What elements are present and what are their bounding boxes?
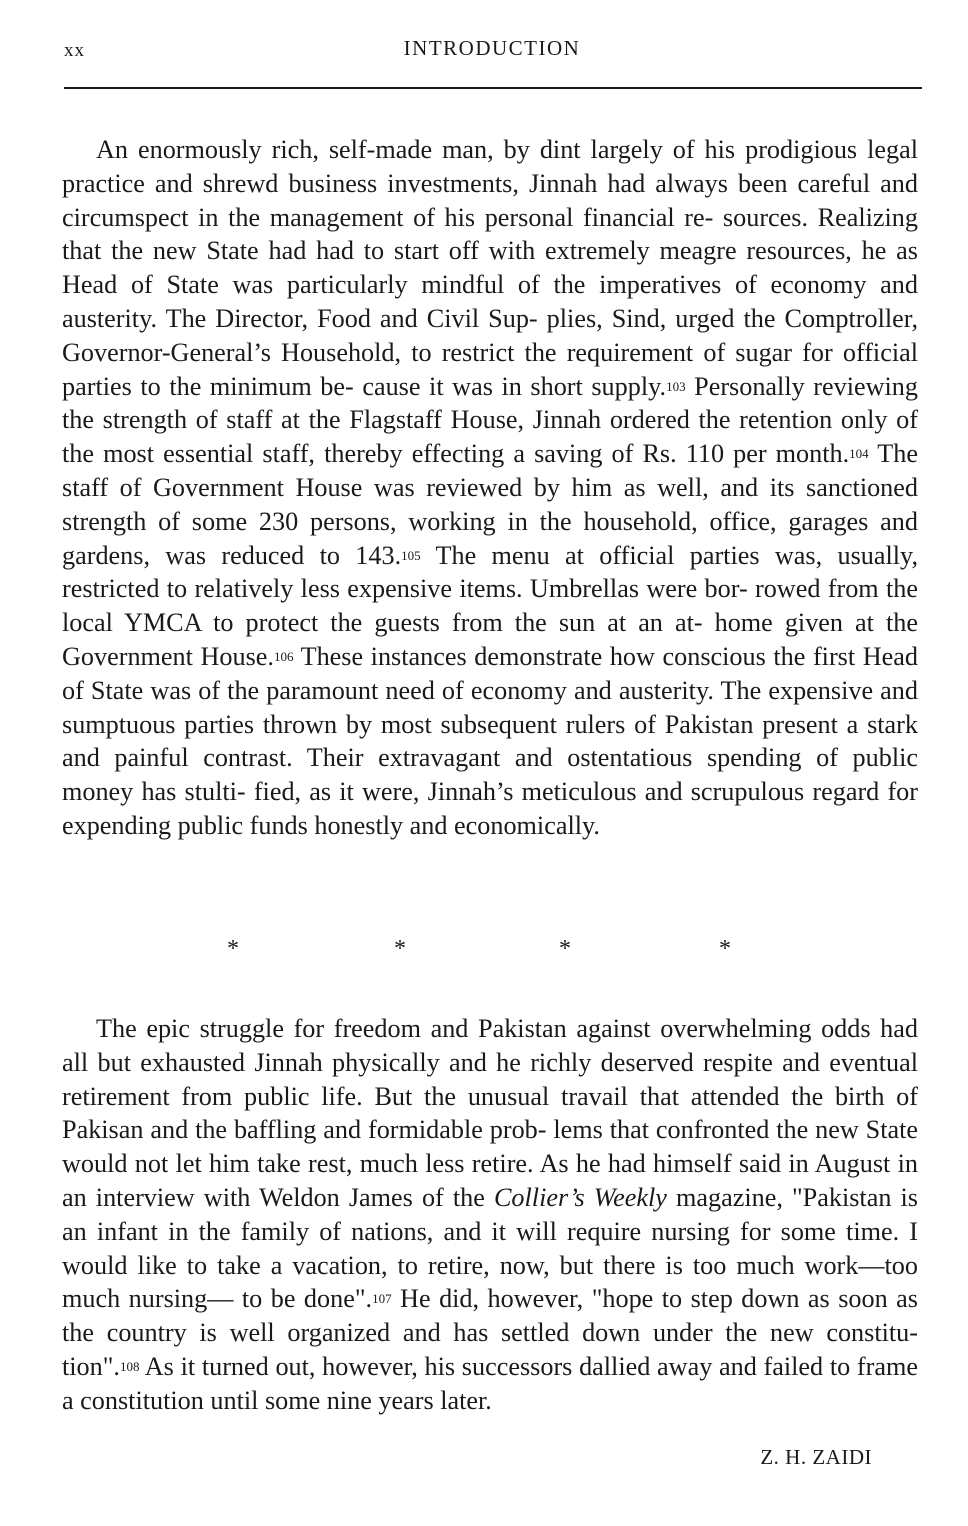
- footnote-ref: 103: [666, 378, 686, 394]
- text-run: Personally reviewing the strength of staff at the Flagstaff House, Jinnah ordered the retention only of the most essential staff, thereby effecting a saving of Rs. 110 per month.: [62, 371, 918, 469]
- paragraph-text: [62, 1012, 918, 1418]
- asterisk-mark: *: [719, 936, 731, 962]
- text-run: The epic struggle for freedom and Pakistan against overwhelming odds had all but exhausted Jinnah physically and he richly deserved respite and eventual retirement from public life. But the unusual travail that attended the birth of Pakisan and the baffling and formidable prob- lems that confronted the new State would not let him take rest, much less retire. As he had himself said in August in an interview with Weldon James of the: [62, 1014, 918, 1212]
- asterisk-mark: *: [394, 936, 406, 962]
- text-run: These instances demonstrate how conscious the first Head of State was of the paramount need of economy and austerity. The expensive and sumptuous parties thrown by most subsequent rulers of Pakistan present a stark and painful contrast. Their extravagant and ostentatious spending of public money has stulti- fied, as it were, Jinnah’s meticulous and scrupulous regard for expending public funds honestly and economically.: [62, 641, 918, 840]
- page-number: xx: [64, 40, 85, 61]
- text-run: He did, however, "hope to step down as soon as the country is well organized and has settled down under the new constitu- tion".: [62, 1284, 918, 1381]
- italic-title: Collier’s Weekly: [493, 1182, 667, 1212]
- footnote-ref: 106: [273, 648, 294, 664]
- header-rule: [64, 87, 922, 89]
- paragraph-austerity: [62, 133, 918, 843]
- paragraph-text: [62, 133, 918, 843]
- section-break: [62, 936, 918, 966]
- text-run: As it turned out, however, his successors dallied away and failed to frame a constitution until some nine years later.: [62, 1351, 918, 1415]
- footnote-ref: 108: [119, 1358, 140, 1374]
- footnote-ref: 104: [849, 446, 869, 462]
- text-run: The menu at official parties was, usually, restricted to relatively less expensive items. Umbrellas were bor- rowed from the local YMCA to protect the guests from the sun at an at- home given at the Government House.: [62, 540, 918, 671]
- footnote-ref: 105: [401, 547, 421, 563]
- paragraph-retirement: [62, 1012, 918, 1418]
- running-head: INTRODUCTION: [403, 36, 581, 60]
- asterisk-mark: *: [227, 936, 239, 962]
- author-signature: Z. H. ZAIDI: [760, 1445, 872, 1469]
- asterisk-mark: *: [559, 936, 571, 962]
- footnote-ref: 107: [372, 1291, 392, 1307]
- text-run: An enormously rich, self-made man, by dint largely of his prodigious legal practice and shrewd business investments, Jinnah had always been careful and circumspect in the management of his personal financial re- sources. Realizing that the new State had had to start off with extremely meagre resources, he as Head of State was particularly mindful of the imperatives of economy and austerity. The Director, Food and Civil Sup- plies, Sind, urged the Comptroller, Governor-General’s Household, to restrict the requirement of sugar for official parties to the minimum be- cause it was in short supply.: [62, 135, 918, 401]
- text-run: The staff of Government House was reviewed by him as well, and its sanctioned strength of some 230 persons, working in the household, office, garages and gardens, was reduced to 143.: [62, 439, 918, 570]
- page-header: [64, 36, 920, 66]
- text-run: magazine, "Pakistan is an infant in the family of nations, and it will require nursing for some time. I would like to take a vacation, to retire, now, but there is too much work—too much nursing— to be done".: [62, 1182, 918, 1314]
